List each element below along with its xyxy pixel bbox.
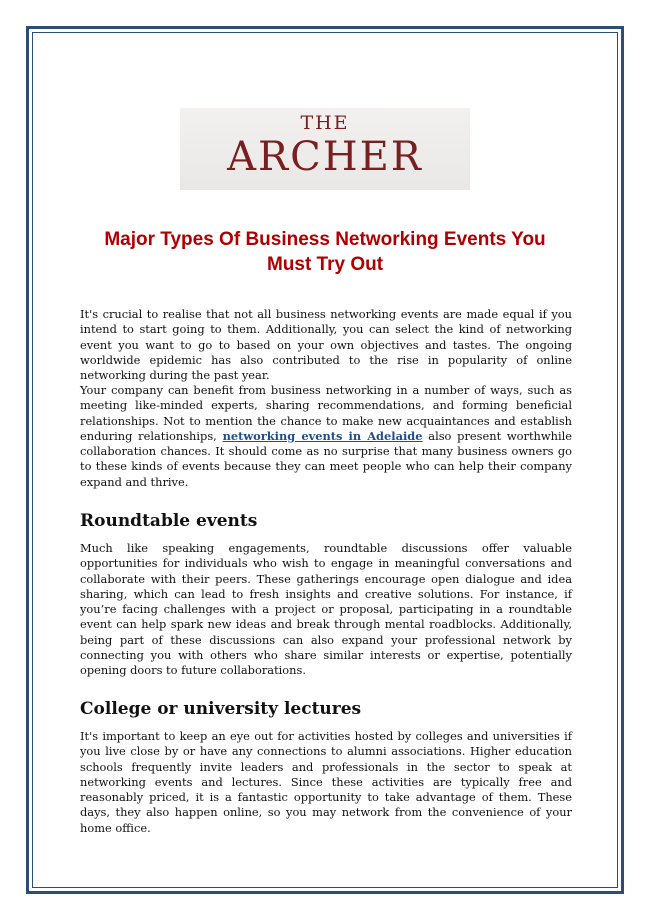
section-heading-roundtable: Roundtable events — [80, 511, 258, 531]
section-body-lectures: It's important to keep an eye out for activities hosted by colleges and universities if you live close by or have any connections to alumni associations. Higher education schools frequently invite leaders and professionals in the sector to speak at networking events and lectures. Since these activities are typically free and reasonably priced, it is a fantastic opportunity to take advantage of them. These days, they also happen online, so you may network from the convenience of your home office. — [80, 729, 572, 835]
section-heading-lectures: College or university lectures — [80, 699, 362, 719]
section-body-roundtable: Much like speaking engagements, roundtable discussions offer valuable opportunities for individuals who wish to engage in meaningful conversations and collaborate with their peers. These gatherings encourage open dialogue and idea sharing, which can lead to fresh insights and creative solutions. For instance, if you’re facing challenges with a project or proposal, participating in a roundtable event can help spark new ideas and break through mental roadblocks. Additionally, being part of these discussions can also expand your professional network by connecting you with others who share similar interests or expertise, potentially opening doors to future collaborations. — [80, 541, 572, 678]
archer-logo — [180, 108, 470, 190]
article-title: Major Types Of Business Networking Events You Must Try Out — [104, 229, 546, 275]
intro-p2-text-before: Your company can benefit from business networking in a number of ways, such as meeting like-minded experts, sharing recommendations, and forming beneficial relationships. Not to mention the chance to make new acquaintances and establish enduring relationships, — [80, 383, 572, 443]
networking-events-adelaide-link[interactable]: networking events in Adelaide — [222, 428, 423, 443]
intro-paragraph-2 — [80, 383, 572, 490]
intro-p2-text-after: also present worthwhile collaboration chances. It should come as no surprise that many business owners go to these kinds of events because they can meet people who can help their company expand and thrive. — [80, 428, 572, 489]
logo-the-text: THE — [300, 112, 350, 134]
intro-paragraph-1: It's crucial to realise that not all business networking events are made equal if you intend to start going to them. Additionally, you can select the kind of networking event you want to go to based on your own objectives and tastes. The ongoing worldwide epidemic has also contributed to the rise in popularity of online networking during the past year. — [80, 307, 572, 383]
logo-archer-text: ARCHER — [227, 134, 423, 180]
